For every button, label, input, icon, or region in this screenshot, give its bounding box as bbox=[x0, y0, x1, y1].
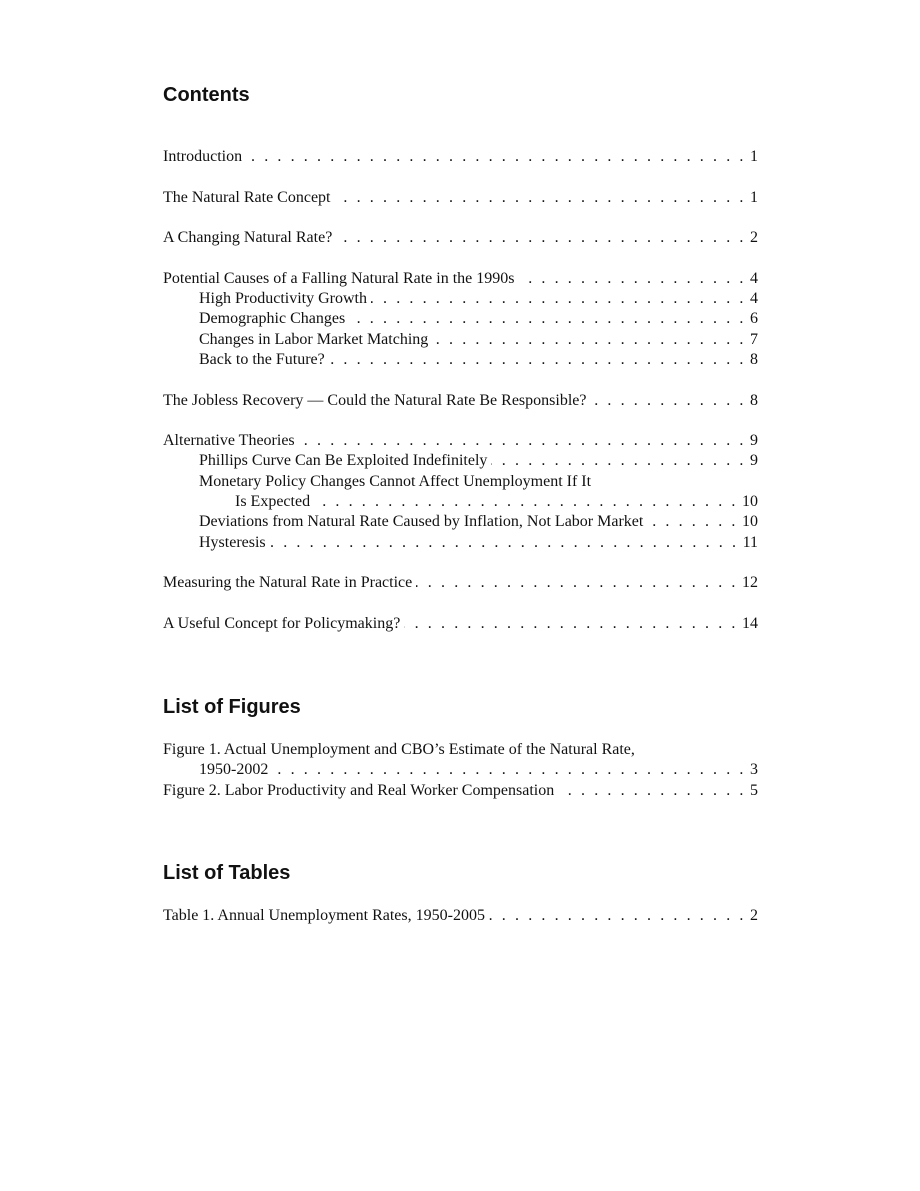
toc-entry-potential-causes[interactable] bbox=[163, 269, 758, 289]
toc-group bbox=[163, 431, 758, 553]
figure-entry-page: 5 bbox=[750, 781, 758, 799]
dot-leader bbox=[432, 330, 746, 350]
toc-entry-monetary-policy[interactable] bbox=[163, 492, 758, 512]
table-entry-title: Table 1. Annual Unemployment Rates, 1950-2005 bbox=[163, 907, 485, 924]
toc-entry-alternative-theories[interactable] bbox=[163, 431, 758, 451]
toc-entry-changing-natural-rate[interactable] bbox=[163, 228, 758, 248]
toc-entry-title: A Changing Natural Rate? bbox=[163, 229, 333, 247]
dot-leader bbox=[647, 512, 738, 532]
dot-leader bbox=[590, 391, 746, 411]
figure-entry-title: 1950-2002 bbox=[199, 761, 269, 779]
toc-entry-page: 9 bbox=[750, 452, 758, 470]
toc-entry-title: Hysteresis bbox=[199, 533, 266, 551]
dot-leader bbox=[349, 309, 746, 329]
toc-entry-page: 8 bbox=[750, 391, 758, 409]
dot-leader bbox=[558, 781, 746, 801]
toc-group bbox=[163, 614, 758, 634]
toc-entry-page: 1 bbox=[750, 148, 758, 165]
contents-list bbox=[163, 147, 758, 654]
dot-leader bbox=[519, 269, 747, 289]
toc-entry-introduction[interactable] bbox=[163, 147, 758, 167]
toc-entry-phillips-curve[interactable] bbox=[163, 451, 758, 471]
toc-group bbox=[163, 147, 758, 167]
toc-entry-title: A Useful Concept for Policymaking? bbox=[163, 614, 401, 632]
toc-entry-title: Deviations from Natural Rate Caused by Inflation, Not Labor Market bbox=[199, 513, 644, 531]
toc-entry-page: 4 bbox=[750, 290, 758, 308]
toc-entry-title: Measuring the Natural Rate in Practice bbox=[163, 574, 413, 592]
toc-entry-page: 4 bbox=[750, 269, 758, 287]
toc-entry-measuring[interactable] bbox=[163, 573, 758, 593]
table-entry-1[interactable] bbox=[163, 906, 758, 926]
dot-leader bbox=[416, 573, 738, 593]
toc-entry-jobless-recovery[interactable] bbox=[163, 391, 758, 411]
toc-entry-page: 6 bbox=[750, 310, 758, 328]
figure-entry-title: Figure 2. Labor Productivity and Real Worker Compensation bbox=[163, 781, 555, 799]
dot-leader bbox=[329, 350, 746, 370]
toc-entry-useful-concept[interactable] bbox=[163, 614, 758, 634]
dot-leader bbox=[299, 431, 746, 451]
toc-entry-natural-rate-concept[interactable] bbox=[163, 188, 758, 208]
toc-entry-page: 8 bbox=[750, 350, 758, 368]
toc-group bbox=[163, 573, 758, 593]
toc-entry-labor-market-matching[interactable] bbox=[163, 330, 758, 350]
dot-leader bbox=[314, 492, 738, 512]
dot-leader bbox=[491, 451, 746, 471]
toc-entry-title: Introduction bbox=[163, 148, 243, 165]
toc-entry-page: 1 bbox=[750, 188, 758, 206]
dot-leader bbox=[336, 228, 746, 248]
table-entry-page: 2 bbox=[750, 907, 758, 924]
dot-leader bbox=[272, 760, 746, 780]
toc-entry-title: Demographic Changes bbox=[199, 310, 346, 328]
toc-entry-title: Back to the Future? bbox=[199, 350, 325, 368]
toc-group bbox=[163, 188, 758, 208]
toc-entry-page: 12 bbox=[742, 574, 758, 592]
tables-heading: List of Tables bbox=[163, 862, 291, 884]
toc-entry-title: Potential Causes of a Falling Natural Rate in the 1990s bbox=[163, 269, 515, 287]
dot-leader bbox=[404, 614, 738, 634]
figures-heading: List of Figures bbox=[163, 696, 301, 718]
dot-leader bbox=[246, 147, 746, 167]
toc-entry-page: 14 bbox=[742, 614, 758, 632]
dot-leader bbox=[270, 533, 739, 553]
toc-entry-title: Changes in Labor Market Matching bbox=[199, 330, 429, 348]
dot-leader bbox=[371, 289, 746, 309]
toc-entry-title: High Productivity Growth bbox=[199, 290, 367, 308]
toc-group bbox=[163, 269, 758, 370]
toc-entry-hysteresis[interactable] bbox=[163, 533, 758, 553]
figures-list bbox=[163, 740, 758, 801]
contents-heading: Contents bbox=[163, 84, 250, 106]
figure-entry-1[interactable] bbox=[163, 760, 758, 780]
toc-entry-back-to-future[interactable] bbox=[163, 350, 758, 370]
toc-entry-title: Phillips Curve Can Be Exploited Indefinitely bbox=[199, 452, 488, 470]
toc-entry-page: 10 bbox=[742, 513, 758, 531]
toc-entry-page: 7 bbox=[750, 330, 758, 348]
toc-group bbox=[163, 228, 758, 248]
toc-entry-title-line1: Monetary Policy Changes Cannot Affect Unemployment If It bbox=[199, 472, 592, 490]
toc-group bbox=[163, 391, 758, 411]
toc-entry-page: 2 bbox=[750, 229, 758, 247]
figure-entry-page: 3 bbox=[750, 761, 758, 779]
toc-entry-page: 9 bbox=[750, 432, 758, 450]
toc-entry-high-productivity[interactable] bbox=[163, 289, 758, 309]
toc-entry-title: The Jobless Recovery — Could the Natural Rate Be Responsible? bbox=[163, 391, 587, 409]
toc-entry-demographic-changes[interactable] bbox=[163, 309, 758, 329]
toc-entry-deviations[interactable] bbox=[163, 512, 758, 532]
tables-list bbox=[163, 906, 758, 926]
toc-entry-title: Alternative Theories bbox=[163, 432, 295, 450]
toc-entry-page: 10 bbox=[742, 493, 758, 511]
toc-entry-title: Is Expected bbox=[235, 493, 311, 511]
dot-leader bbox=[335, 188, 747, 208]
toc-entry-page: 11 bbox=[742, 533, 758, 551]
dot-leader bbox=[489, 906, 746, 926]
toc-entry-title: The Natural Rate Concept bbox=[163, 188, 331, 206]
figure-entry-2[interactable] bbox=[163, 781, 758, 801]
figure-entry-title-line1: Figure 1. Actual Unemployment and CBO’s Estimate of the Natural Rate, bbox=[163, 741, 635, 758]
